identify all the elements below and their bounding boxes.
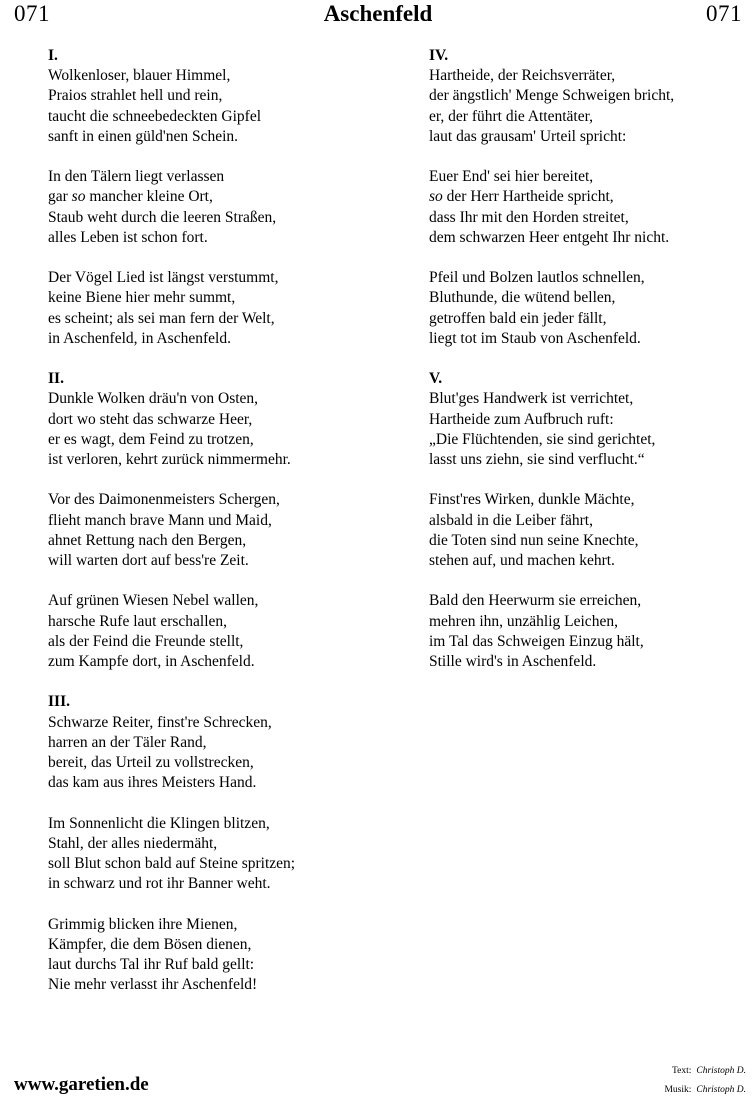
verse-line: Auf grünen Wiesen Nebel wallen, (48, 592, 259, 610)
lyrics-column-right (429, 46, 756, 672)
verse-line: Hartheide, der Reichsverräter, (429, 67, 616, 85)
verse-line: lasst uns ziehn, sie sind verflucht.“ (429, 451, 645, 469)
stanza-gap (429, 147, 756, 167)
stanza (429, 268, 756, 349)
verse-line: will warten dort auf bess're Zeit. (48, 552, 249, 570)
section-gap (48, 349, 378, 369)
credit-row (664, 1081, 746, 1100)
verse-line: Vor des Daimonenmeisters Schergen, (48, 491, 280, 509)
verse-line: soll Blut schon bald auf Steine spritzen; (48, 855, 296, 873)
verse-line: dort wo steht das schwarze Heer, (48, 410, 253, 428)
page-number-right: 071 (706, 1, 742, 26)
verse-line: er es wagt, dem Feind zu trotzen, (48, 430, 254, 448)
verse-line: In den Tälern liegt verlassen (48, 168, 225, 186)
credit-name: Christoph D. (696, 1066, 746, 1076)
verse-line: das kam aus ihres Meisters Hand. (48, 774, 257, 792)
stanza (48, 915, 378, 996)
verse-line: alles Leben ist schon fort. (48, 228, 208, 246)
page-footer (0, 1062, 756, 1103)
verse-line: es scheint; als sei man fern der Welt, (48, 309, 275, 327)
stanza (48, 814, 378, 895)
verse-line: mehren ihn, unzählig Leichen, (429, 612, 618, 630)
verse-line: getroffen bald ein jeder fällt, (429, 309, 607, 327)
verse-line: in Aschenfeld, in Aschenfeld. (48, 329, 231, 347)
verse-line: dass Ihr mit den Horden streitet, (429, 208, 629, 226)
emphasized-word: so (71, 188, 86, 206)
page-title: Aschenfeld (323, 1, 433, 26)
verse-line: Blut'ges Handwerk ist verrichtet, (429, 390, 634, 408)
stanza-numeral: III. (48, 693, 70, 711)
stanza (429, 66, 756, 147)
stanza (429, 490, 756, 571)
verse-line: als der Feind die Freunde stellt, (48, 632, 244, 650)
verse-line: Praios strahlet hell und rein, (48, 87, 223, 105)
stanza (48, 167, 378, 248)
verse-line: Wolkenloser, blauer Himmel, (48, 67, 231, 85)
credit-label: Musik: (664, 1085, 692, 1095)
verse-line: im Tal das Schweigen Einzug hält, (429, 632, 644, 650)
verse-line: Schwarze Reiter, finst're Schrecken, (48, 713, 272, 731)
verse-line: in schwarz und rot ihr Banner weht. (48, 875, 271, 893)
verse-line: Im Sonnenlicht die Klingen blitzen, (48, 814, 270, 832)
section-gap (48, 672, 378, 692)
verse-line: laut das grausam' Urteil spricht: (429, 127, 627, 145)
verse-line: zum Kampfe dort, in Aschenfeld. (48, 653, 255, 671)
verse-line: Bald den Heerwurm sie erreichen, (429, 592, 642, 610)
lyrics-column-left (48, 46, 378, 995)
stanza (48, 389, 378, 470)
verse-line: die Toten sind nun seine Knechte, (429, 531, 639, 549)
verse-line: liegt tot im Staub von Aschenfeld. (429, 329, 641, 347)
stanza-gap (48, 470, 378, 490)
verse-line: Hartheide zum Aufbruch ruft: (429, 410, 614, 428)
stanza (48, 66, 378, 147)
verse-line: Staub weht durch die leeren Straßen, (48, 208, 277, 226)
credits (664, 1062, 746, 1100)
verse-line: Finst'res Wirken, dunkle Mächte, (429, 491, 635, 509)
verse-line: Der Vögel Lied ist längst verstummt, (48, 269, 279, 287)
verse-line: Stille wird's in Aschenfeld. (429, 653, 597, 671)
stanza-gap (429, 248, 756, 268)
stanza-gap (48, 571, 378, 591)
verse-line: taucht die schneebedeckten Gipfel (48, 107, 262, 125)
stanza-gap (48, 793, 378, 813)
verse-line: stehen auf, und machen kehrt. (429, 552, 615, 570)
stanza-gap (48, 248, 378, 268)
stanza-numeral: IV. (429, 47, 449, 64)
verse-line: laut durchs Tal ihr Ruf bald gellt: (48, 956, 255, 974)
page-number-left: 071 (14, 1, 50, 26)
stanza-gap (48, 894, 378, 914)
stanza (48, 490, 378, 571)
verse-line: harren an der Täler Rand, (48, 733, 207, 751)
stanza (48, 268, 378, 349)
verse-line: er, der führt die Attentäter, (429, 107, 594, 125)
stanza-gap (429, 470, 756, 490)
credit-row (664, 1062, 746, 1081)
stanza-gap (48, 147, 378, 167)
stanza (429, 167, 756, 248)
credit-name: Christoph D. (696, 1085, 746, 1095)
verse-line: „Die Flüchtenden, sie sind gerichtet, (429, 430, 656, 448)
verse-line: harsche Rufe laut erschallen, (48, 612, 228, 630)
stanza-numeral: II. (48, 370, 64, 388)
stanza (429, 591, 756, 672)
verse-line: ist verloren, kehrt zurück nimmermehr. (48, 451, 291, 469)
verse-line: Euer End' sei hier bereitet, (429, 168, 594, 186)
stanza (429, 389, 756, 470)
verse-line: gar so mancher kleine Ort, (48, 188, 213, 206)
verse-line: sanft in einen güld'nen Schein. (48, 127, 239, 145)
verse-line: dem schwarzen Heer entgeht Ihr nicht. (429, 228, 670, 246)
verse-line: Dunkle Wolken dräu'n von Osten, (48, 390, 259, 408)
verse-line: alsbald in die Leiber fährt, (429, 511, 593, 529)
verse-line: Pfeil und Bolzen lautlos schnellen, (429, 269, 645, 287)
page-header (0, 0, 756, 34)
verse-line: bereit, das Urteil zu vollstrecken, (48, 754, 254, 772)
verse-line: Stahl, der alles niedermäht, (48, 834, 218, 852)
stanza-numeral: V. (429, 370, 443, 388)
stanza-numeral: I. (48, 47, 58, 64)
stanza-gap (429, 571, 756, 591)
verse-line: keine Biene hier mehr summt, (48, 289, 236, 307)
stanza (48, 591, 378, 672)
verse-line: flieht manch brave Mann und Maid, (48, 511, 272, 529)
section-gap (429, 349, 756, 369)
verse-line: so der Herr Hartheide spricht, (429, 188, 614, 206)
site-url[interactable]: www.garetien.de (14, 1074, 149, 1095)
stanza (48, 713, 378, 794)
verse-line: ahnet Rettung nach den Bergen, (48, 531, 247, 549)
credit-label: Text: (671, 1066, 692, 1076)
verse-line: Kämpfer, die dem Bösen dienen, (48, 935, 252, 953)
verse-line: Nie mehr verlasst ihr Aschenfeld! (48, 976, 258, 994)
verse-line: Grimmig blicken ihre Mienen, (48, 915, 238, 933)
verse-line: der ängstlich' Menge Schweigen bricht, (429, 87, 675, 105)
emphasized-word: so (429, 188, 443, 206)
verse-line: Bluthunde, die wütend bellen, (429, 289, 616, 307)
